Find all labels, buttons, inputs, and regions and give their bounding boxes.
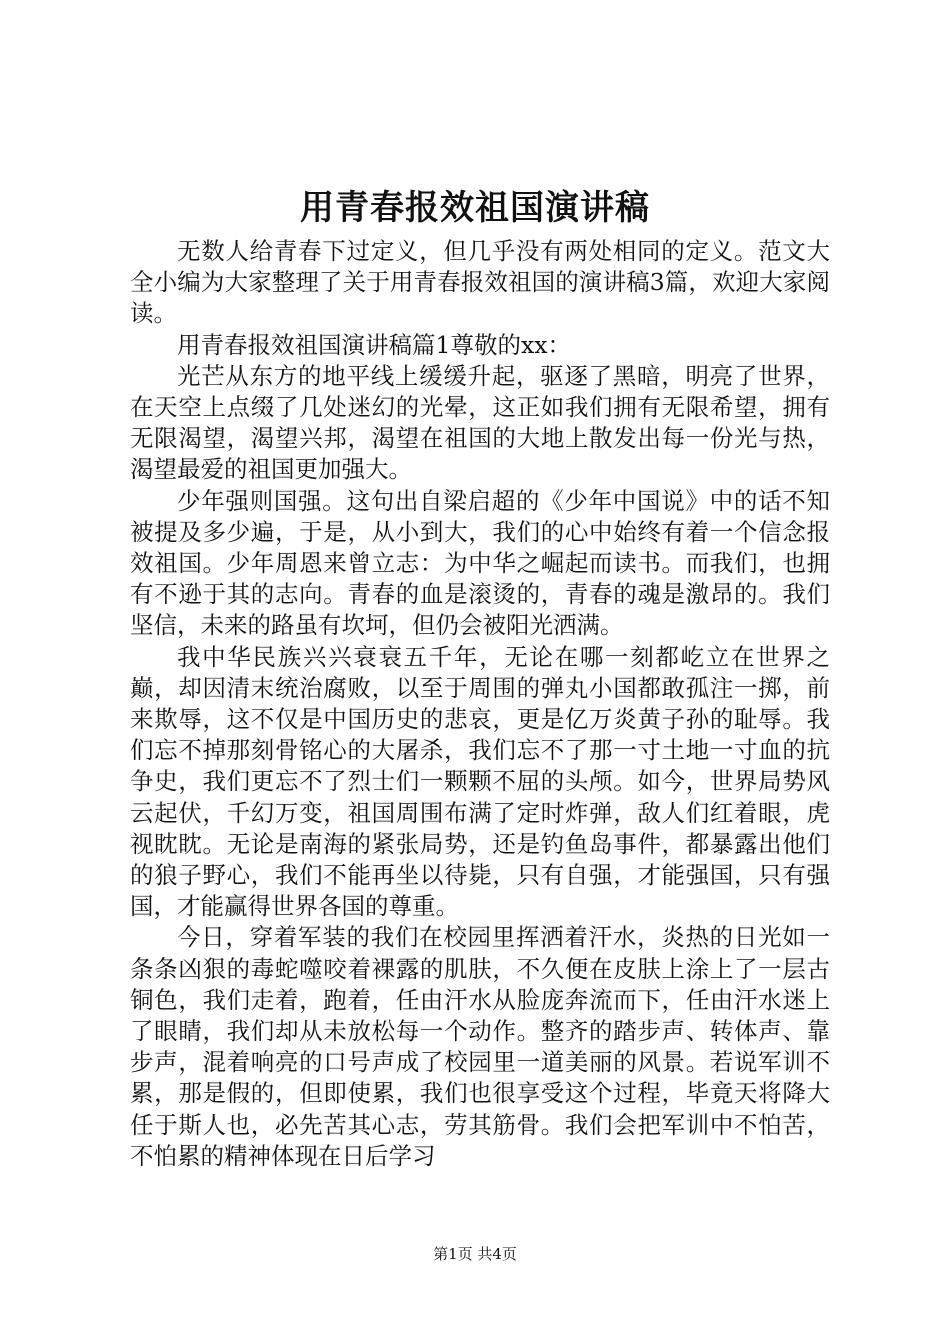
paragraph-body: 少年强则国强。这句出自梁启超的《少年中国说》中的话不知被提及多少遍，于是，从小到大，我们的心中始终有着一个信念报效祖国。少年周恩来曾立志：为中华之崛起而读书。而我们，也拥有不逊于其的志向。青春的血是滚烫的，青春的魂是激昂的。我们坚信，未来的路虽有坎坷，但仍会被阳光洒满。 (130, 486, 830, 640)
paragraph-body: 光芒从东方的地平线上缓缓升起，驱逐了黑暗，明亮了世界，在天空上点缀了几处迷幻的光晕，这正如我们拥有无限希望，拥有无限渴望，渴望兴邦，渴望在祖国的大地上散发出每一份光与热，渴望最爱的祖国更加强大。 (130, 361, 830, 484)
document-title: 用青春报效祖国演讲稿 (300, 188, 650, 228)
page-number-footer: 第1页 共4页 (433, 1245, 517, 1263)
document-body (130, 236, 830, 1172)
paragraph-heading: 用青春报效祖国演讲稿篇1尊敬的xx： (177, 330, 571, 359)
paragraph-body: 今日，穿着军装的我们在校园里挥洒着汗水，炎热的日光如一条条凶狠的毒蛇噬咬着裸露的肌肤，不久便在皮肤上涂上了一层古铜色，我们走着，跑着，任由汗水从脸庞奔流而下，任由汗水迷上了眼睛，我们却从未放松每一个动作。整齐的踏步声、转体声、靠步声，混着响亮的口号声成了校园里一道美丽的风景。若说军训不累，那是假的，但即使累，我们也很享受这个过程，毕竟天将降大任于斯人也，必先苦其心志，劳其筋骨。我们会把军训中不怕苦，不怕累的精神体现在日后学习 (130, 923, 830, 1170)
paragraph-intro: 无数人给青春下过定义，但几乎没有两处相同的定义。范文大全小编为大家整理了关于用青春报效祖国的演讲稿3篇，欢迎大家阅读。 (130, 237, 830, 328)
paragraph-body: 我中华民族兴兴衰衰五千年，无论在哪一刻都屹立在世界之巅，却因清末统治腐败，以至于周围的弹丸小国都敢孤注一掷，前来欺辱，这不仅是中国历史的悲哀，更是亿万炎黄子孙的耻辱。我们忘不掉那刻骨铭心的大屠杀，我们忘不了那一寸土地一寸血的抗争史，我们更忘不了烈士们一颗颗不屈的头颅。如今，世界局势风云起伏，千幻万变，祖国周围布满了定时炸弹，敌人们红着眼，虎视眈眈。无论是南海的紧张局势，还是钓鱼岛事件，都暴露出他们的狼子野心，我们不能再坐以待毙，只有自强，才能强国，只有强国，才能赢得世界各国的尊重。 (130, 642, 830, 921)
